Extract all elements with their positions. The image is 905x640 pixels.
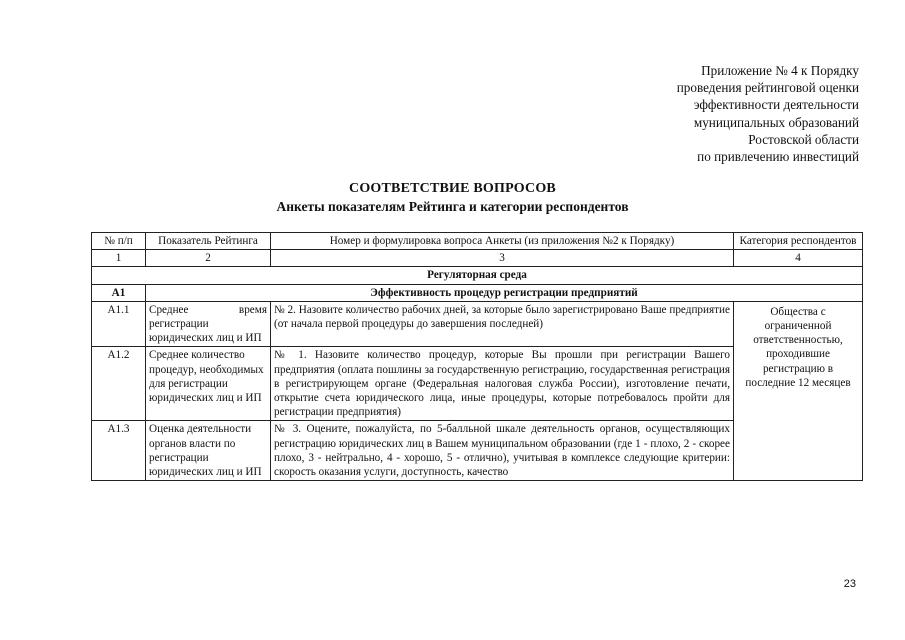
row-code: А1.3 (92, 421, 146, 481)
document-subtitle: Анкеты показателям Рейтинга и категории респондентов (276, 199, 629, 214)
appendix-header (677, 62, 859, 165)
header-cell-question: Номер и формулировка вопроса Анкеты (из приложения №2 к Порядку) (271, 233, 734, 250)
column-number-row (92, 250, 863, 267)
subsection-title: Эффективность процедур регистрации предприятий (146, 284, 863, 301)
row-indicator: Среднее количество процедур, необходимых для регистрации юридических лиц и ИП (146, 347, 271, 421)
row-indicator: Оценка деятельности органов власти по регистрации юридических лиц и ИП (146, 421, 271, 481)
row-question: № 2. Назовите количество рабочих дней, за которые было зарегистрировано Ваше предприятие (от начала первой процедуры до завершения последней) (271, 301, 734, 347)
subsection-row (92, 284, 863, 301)
header-cell-category: Категория респондентов (734, 233, 863, 250)
row-indicator: Среднее время регистрации юридических лиц и ИП (146, 301, 271, 347)
table-row (92, 301, 863, 347)
row-code: А1.2 (92, 347, 146, 421)
column-number: 1 (92, 250, 146, 267)
column-number: 3 (271, 250, 734, 267)
subsection-code: А1 (92, 284, 146, 301)
appendix-line: муниципальных образований (693, 114, 859, 130)
appendix-line: по привлечению инвестиций (697, 149, 859, 165)
respondent-category: Общества с ограниченной ответственностью, проходившие регистрацию в последние 12 месяцев (734, 301, 863, 480)
page-number: 23 (843, 578, 856, 590)
section-title: Регуляторная среда (92, 267, 863, 284)
correspondence-table (91, 232, 863, 481)
header-cell-number: № п/п (92, 233, 146, 250)
row-question: № 1. Назовите количество процедур, которые Вы прошли при регистрации Вашего предприятия (оплата пошлины за государственную регистрацию, государственная регистрация в регистрирующем органе (Федеральная налоговая служба России), изготовление печати, открытие счета юридического лица, иные процедуры, которые потребовалось пройти для регистрации предприятия) (271, 347, 734, 421)
column-number: 4 (734, 250, 863, 267)
header-cell-indicator: Показатель Рейтинга (146, 233, 271, 250)
column-number: 2 (146, 250, 271, 267)
section-row (92, 267, 863, 284)
document-title: СООТВЕТСТВИЕ ВОПРОСОВ (349, 181, 556, 196)
table-header-row (92, 233, 863, 250)
row-question: № 3. Оцените, пожалуйста, по 5-балльной шкале деятельность органов, осуществляющих регистрацию юридических лиц в Вашем муниципальном образовании (где 1 - плохо, 2 - скорее плохо, 3 - нейтрально, 4 - хорошо, 5 - отлично), учитывая в комплексе следующие критерии: скорость оказания услуги, доступность, качество (271, 421, 734, 481)
appendix-line: Приложение № 4 к Порядку (701, 63, 859, 78)
appendix-line: эффективности деятельности (693, 97, 859, 113)
appendix-line: проведения рейтинговой оценки (676, 80, 859, 96)
row-code: А1.1 (92, 301, 146, 347)
appendix-line: Ростовской области (748, 131, 859, 147)
